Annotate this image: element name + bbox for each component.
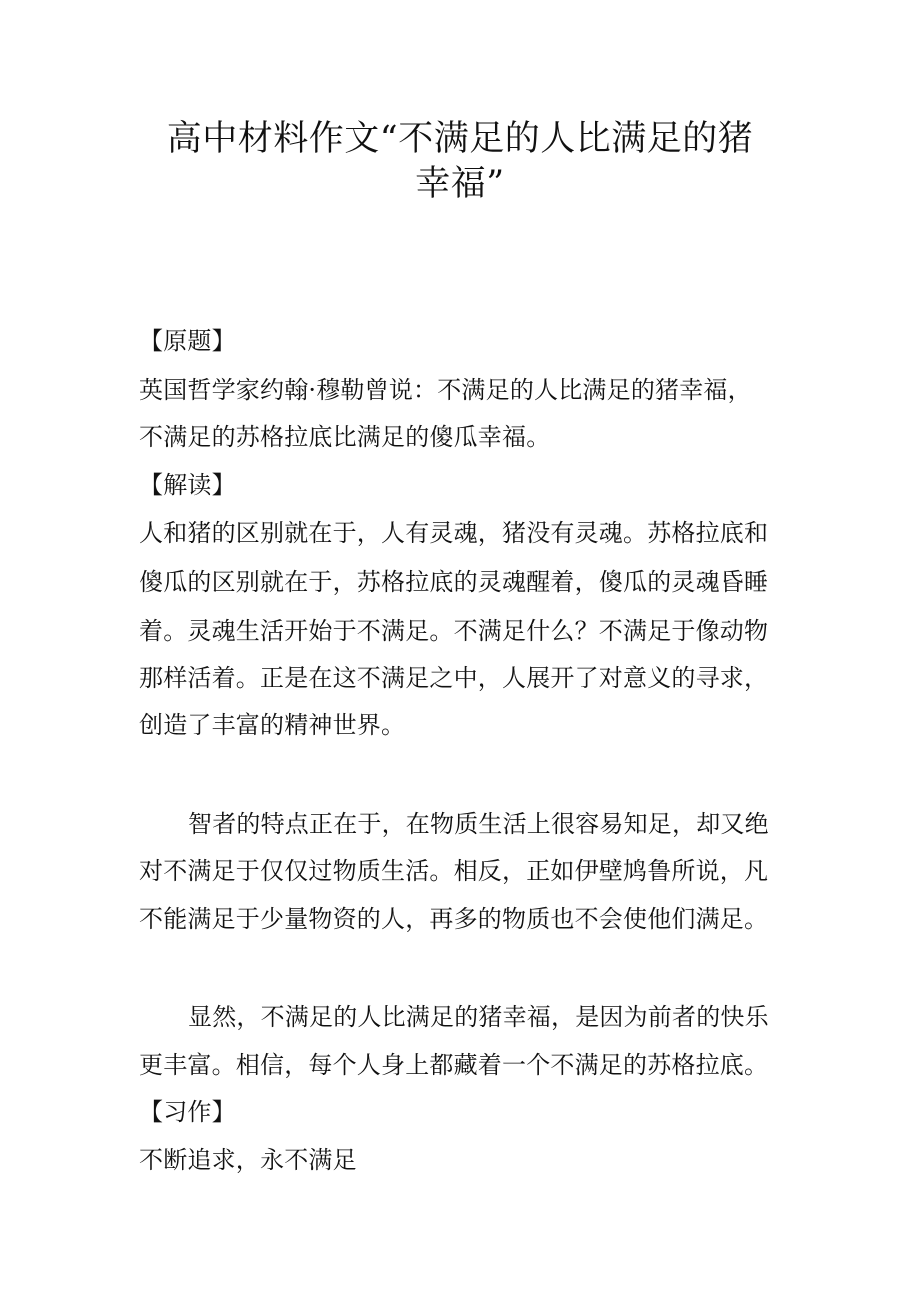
essay-title: 不断追求，永不满足 <box>139 1146 357 1174</box>
document-title-line-2: 幸福” <box>415 164 505 204</box>
paragraph-3-line-2: 更丰富。相信，每个人身上都藏着一个不满足的苏格拉底。 <box>139 1051 769 1079</box>
document-title-line-1: 高中材料作文“不满足的人比满足的猪 <box>166 119 754 159</box>
section-heading-interpretation: 【解读】 <box>139 471 236 499</box>
paragraph-2-line-2: 对不满足于仅仅过物质生活。相反，正如伊壁鸠鲁所说，凡 <box>139 857 769 885</box>
interpretation-line-1: 人和猪的区别就在于，人有灵魂，猪没有灵魂。苏格拉底和 <box>139 519 769 547</box>
paragraph-2-line-3: 不能满足于少量物资的人，再多的物质也不会使他们满足。 <box>139 905 769 933</box>
interpretation-line-5: 创造了丰富的精神世界。 <box>139 711 406 739</box>
interpretation-line-2: 傻瓜的区别就在于，苏格拉底的灵魂醒着，傻瓜的灵魂昏睡 <box>139 568 769 596</box>
section-heading-original: 【原题】 <box>139 327 236 355</box>
original-text-line-1: 英国哲学家约翰·穆勒曾说：不满足的人比满足的猪幸福， <box>139 376 752 404</box>
interpretation-line-3: 着。灵魂生活开始于不满足。不满足什么？不满足于像动物 <box>139 617 769 645</box>
interpretation-line-4: 那样活着。正是在这不满足之中，人展开了对意义的寻求， <box>139 664 769 692</box>
original-text-line-2: 不满足的苏格拉底比满足的傻瓜幸福。 <box>139 423 551 451</box>
paragraph-2-line-1: 智者的特点正在于，在物质生活上很容易知足，却又绝 <box>188 810 769 838</box>
paragraph-3-line-1: 显然，不满足的人比满足的猪幸福，是因为前者的快乐 <box>188 1003 769 1031</box>
section-heading-essay: 【习作】 <box>139 1098 236 1126</box>
